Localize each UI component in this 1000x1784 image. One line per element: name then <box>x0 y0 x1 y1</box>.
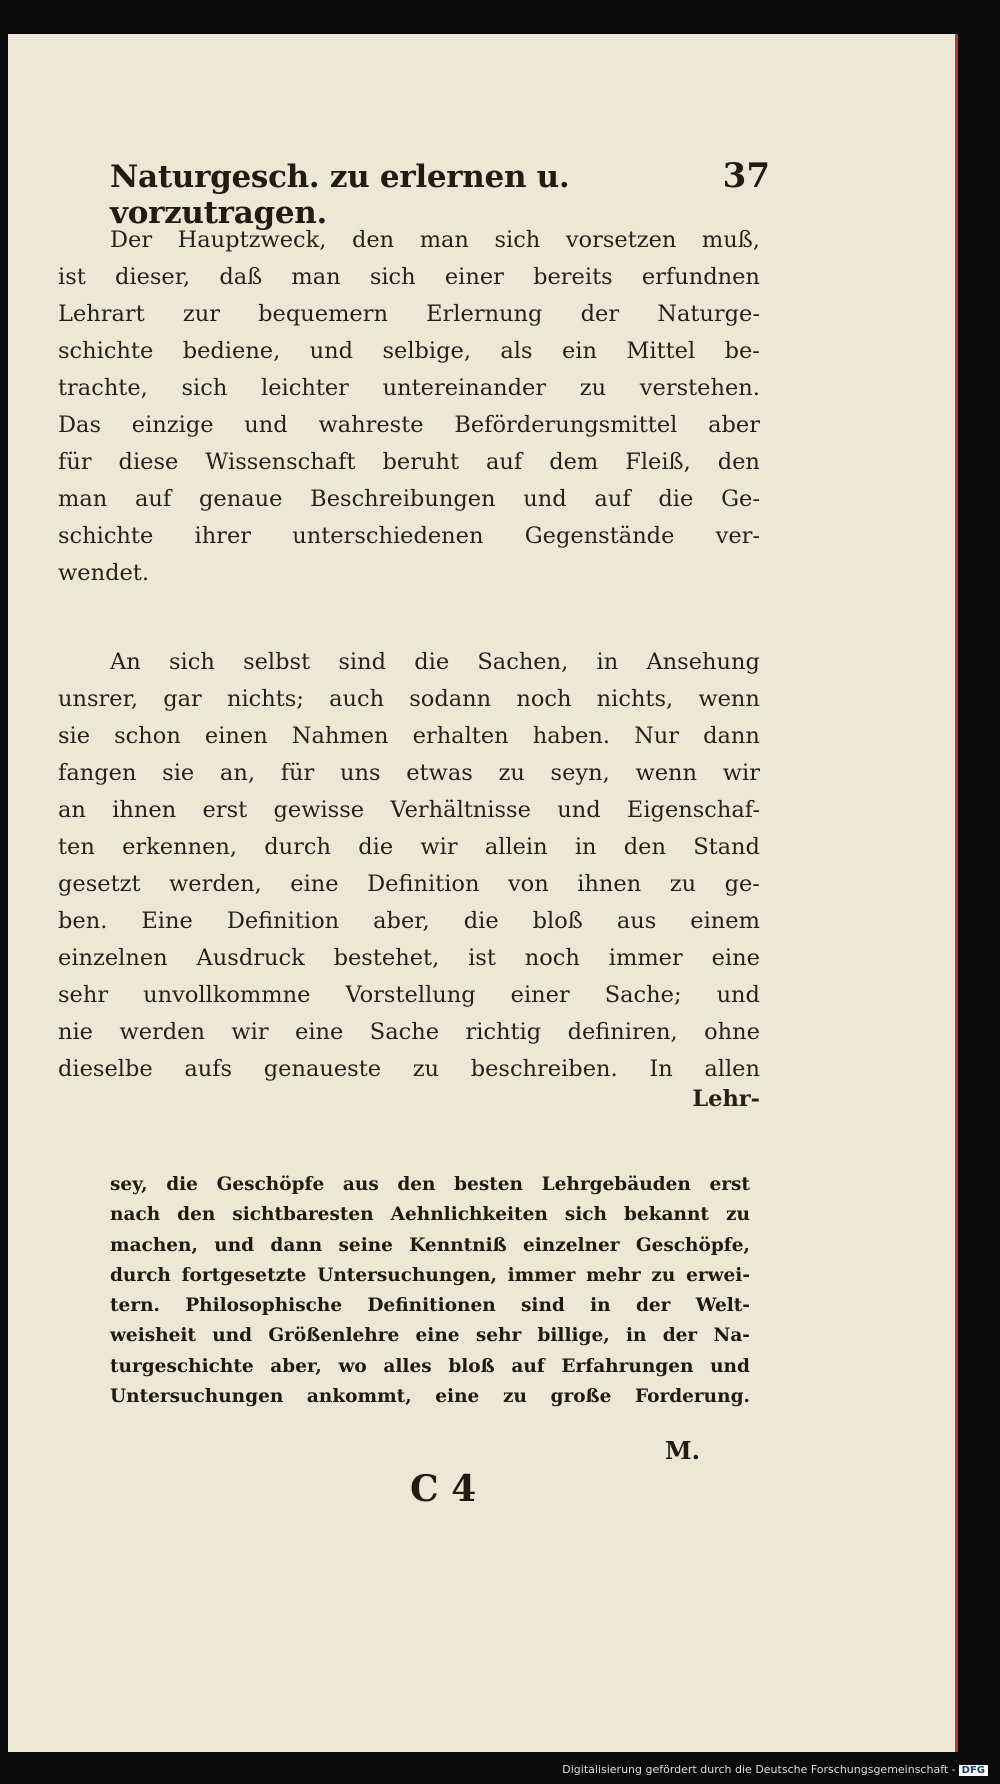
paragraph1-line: Das einzige und wahreste Beförderungsmittel aber <box>58 412 760 438</box>
footnote-line: weisheit und Größenlehre eine sehr billige, in der Na- <box>110 1325 750 1347</box>
footnote <box>110 1170 750 1412</box>
paragraph1-line: Lehrart zur bequemern Erlernung der Naturge- <box>58 301 760 327</box>
dfg-logo: DFG <box>959 1765 988 1776</box>
paragraph1-line: man auf genaue Beschreibungen und auf die Ge- <box>58 486 760 512</box>
paragraph2-line: an ihnen erst gewisse Verhältnisse und Eigenschaf- <box>58 797 760 823</box>
paragraph2-line: ten erkennen, durch die wir allein in den Stand <box>58 834 760 860</box>
signature-mark: C 4 <box>410 1468 477 1510</box>
paragraph2-line: nie werden wir eine Sache richtig definiren, ohne <box>58 1019 760 1045</box>
credit-text: Digitalisierung gefördert durch die Deutsche Forschungsgemeinschaft - <box>562 1763 956 1776</box>
running-title: Naturgesch. zu erlernen u. vorzutragen. <box>110 159 570 231</box>
running-header <box>110 156 770 231</box>
footnote-line: Untersuchungen ankommt, eine zu große Forderung. <box>110 1386 750 1408</box>
paragraph2-line: einzelnen Ausdruck bestehet, ist noch immer eine <box>58 945 760 971</box>
catchword: Lehr- <box>692 1086 760 1112</box>
paragraph2-line: An sich selbst sind die Sachen, in Ansehung <box>110 649 760 675</box>
paragraph1-line: schichte ihrer unterschiedenen Gegenstände ver- <box>58 523 760 549</box>
paragraph2-line: fangen sie an, für uns etwas zu seyn, wenn wir <box>58 760 760 786</box>
digitization-credit <box>562 1763 988 1776</box>
footnote-line: turgeschichte aber, wo alles bloß auf Erfahrungen und <box>110 1355 750 1377</box>
page-number: 37 <box>722 156 770 196</box>
paragraph1-line: ist dieser, daß man sich einer bereits erfundnen <box>58 264 760 290</box>
footnote-line: sey, die Geschöpfe aus den besten Lehrgebäuden erst <box>110 1174 750 1195</box>
paragraph1-line: für diese Wissenschaft beruht auf dem Fleiß, den <box>58 449 760 475</box>
paragraph-1 <box>58 222 760 592</box>
footnote-line: nach den sichtbaresten Aehnlichkeiten sich bekannt zu <box>110 1204 750 1226</box>
footnote-line: durch fortgesetzte Untersuchungen, immer mehr zu erwei- <box>110 1264 750 1286</box>
paragraph2-line: sehr unvollkommne Vorstellung einer Sache; und <box>58 982 760 1008</box>
paragraph2-line: ben. Eine Definition aber, die bloß aus einem <box>58 908 760 934</box>
paragraph-2 <box>58 644 760 1088</box>
paragraph1-line: Der Hauptzweck, den man sich vorsetzen muß, <box>110 227 760 253</box>
footnote-line: tern. Philosophische Definitionen sind in der Welt- <box>110 1295 750 1317</box>
footnote-catchword: M. <box>665 1436 700 1465</box>
footnote-line: machen, und dann seine Kenntniß einzelner Geschöpfe, <box>110 1234 750 1256</box>
paragraph2-line: sie schon einen Nahmen erhalten haben. Nur dann <box>58 723 760 749</box>
paragraph2-line: dieselbe aufs genaueste zu beschreiben. In allen <box>58 1056 760 1082</box>
paragraph2-line: unsrer, gar nichts; auch sodann noch nichts, wenn <box>58 686 760 712</box>
paragraph2-line: gesetzt werden, eine Definition von ihnen zu ge- <box>58 871 760 897</box>
paragraph1-line: wendet. <box>58 560 149 586</box>
paragraph1-line: schichte bediene, und selbige, als ein Mittel be- <box>58 338 760 364</box>
paragraph1-line: trachte, sich leichter untereinander zu verstehen. <box>58 375 760 401</box>
